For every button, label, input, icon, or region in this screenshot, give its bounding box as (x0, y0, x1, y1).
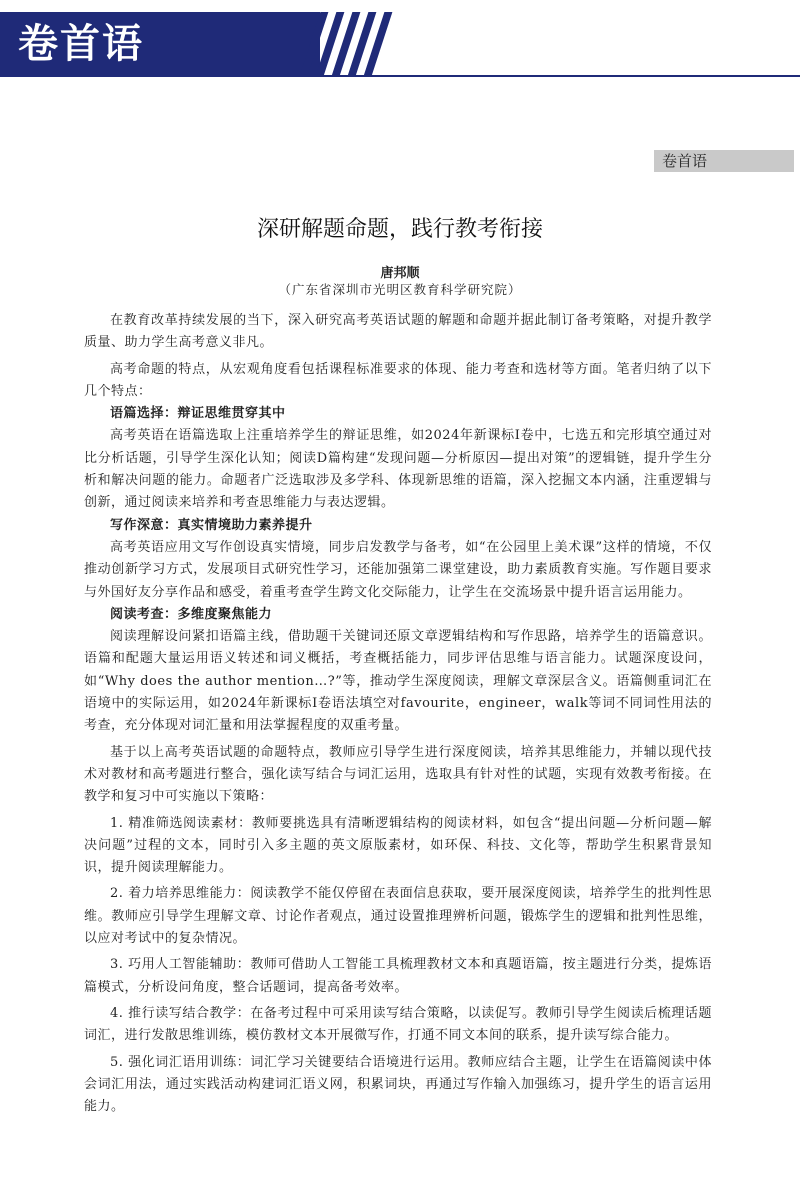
section-paragraph: 高考英语应用文写作创设真实情境，同步启发教学与备考，如“在公园里上美术课”这样的情境，不仅推动创新学习方式，发展项目式研究性学习，还能加强第二课堂建设，助力素质教育实施。写作题目要求与外国好友分享作品和感受，着重考查学生跨文化交际能力，让学生在交流场景中提升语言运用能力。 (84, 539, 712, 600)
strategy-item: 1. 精准筛选阅读素材：教师要挑选具有清晰逻辑结构的阅读材料，如包含“提出问题—分析问题—解决问题”过程的文本，同时引入多主题的英文原版素材，如环保、科技、文化等，帮助学生积累背景知识，提升阅读理解能力。 (84, 815, 712, 876)
banner-rule (0, 75, 800, 77)
intro-paragraph: 在教育改革持续发展的当下，深入研究高考英语试题的解题和命题并据此制订备考策略，对提升教学质量、助力学生高考意义非凡。 (84, 313, 712, 351)
strategy-intro: 基于以上高考英语试题的命题特点，教师应引导学生进行深度阅读，培养其思维能力，并辅以现代技术对教材和高考题进行整合，强化读写结合与词汇运用，选取具有针对性的试题，实现有效教考衔接。在教学和复习中可实施以下策略： (84, 744, 712, 805)
strategy-item: 5. 强化词汇语用训练：词汇学习关键要结合语境进行运用。教师应结合主题，让学生在语篇阅读中体会词汇用法，通过实践活动构建词汇语义网，积累词块，再通过写作输入加强练习，提升学生的语言运用能力。 (84, 1054, 712, 1115)
section-tag: 卷首语 (654, 150, 794, 172)
intro-paragraph: 高考命题的特点，从宏观角度看包括课程标准要求的体现、能力考查和选材等方面。笔者归纳了以下几个特点： (84, 361, 712, 399)
section-heading: 阅读考查：多维度聚焦能力 (110, 606, 273, 622)
section-heading: 写作深意：真实情境助力素养提升 (110, 517, 313, 533)
strategy-item: 4. 推行读写结合教学：在备考过程中可采用读写结合策略，以读促写。教师引导学生阅读后梳理话题词汇，进行发散思维训练，模仿教材文本开展微写作，打通不同文本间的联系，提升读写综合能力。 (84, 1005, 712, 1044)
section-heading: 语篇选择：辩证思维贯穿其中 (110, 406, 286, 422)
article-author: 唐邦顺 (380, 266, 420, 281)
banner-title: 卷首语 (18, 21, 144, 67)
section-paragraph: 阅读理解设问紧扣语篇主线，借助题干关键词还原文章逻辑结构和写作思路，培养学生的语篇意识。语篇和配题大量运用语义转述和词义概括，考查概括能力，同步评估思维与语言能力。试题深度设问，如“Why does the author mention…?”等，推动学生深度阅读，理解文章深层含义。语篇侧重词汇在语境中的实际运用，如2024年新课标Ⅰ卷语法填空对favourite，engineer，walk等词不同词性用法的考查，充分体现对词汇量和用法掌握程度的双重考量。 (84, 629, 712, 734)
strategy-item: 2. 着力培养思维能力：阅读教学不能仅停留在表面信息获取，要开展深度阅读，培养学生的批判性思维。教师应引导学生理解文章、讨论作者观点，通过设置推理辨析问题，锻炼学生的逻辑和批判性思维，以应对考试中的复杂情况。 (84, 886, 712, 947)
article-affiliation: （广东省深圳市光明区教育科学研究院） (278, 282, 522, 297)
article-body (84, 310, 712, 1118)
strategy-item: 3. 巧用人工智能辅助：教师可借助人工智能工具梳理教材文本和真题语篇，按主题进行分类，提炼语篇模式，分析设问角度，整合话题词，提高备考效率。 (84, 957, 712, 995)
article-title: 深研解题命题，践行教考衔接 (256, 217, 543, 242)
section-paragraph: 高考英语在语篇选取上注重培养学生的辩证思维，如2024年新课标Ⅰ卷中，七选五和完形填空通过对比分析话题，引导学生深化认知；阅读D篇构建“发现问题—分析原因—提出对策”的逻辑链，提升学生分析和解决问题的能力。命题者广泛选取涉及多学科、体现新思维的语篇，深入挖掘文本内涵，注重逻辑与创新，通过阅读来培养和考查思维能力与表达逻辑。 (84, 428, 712, 511)
